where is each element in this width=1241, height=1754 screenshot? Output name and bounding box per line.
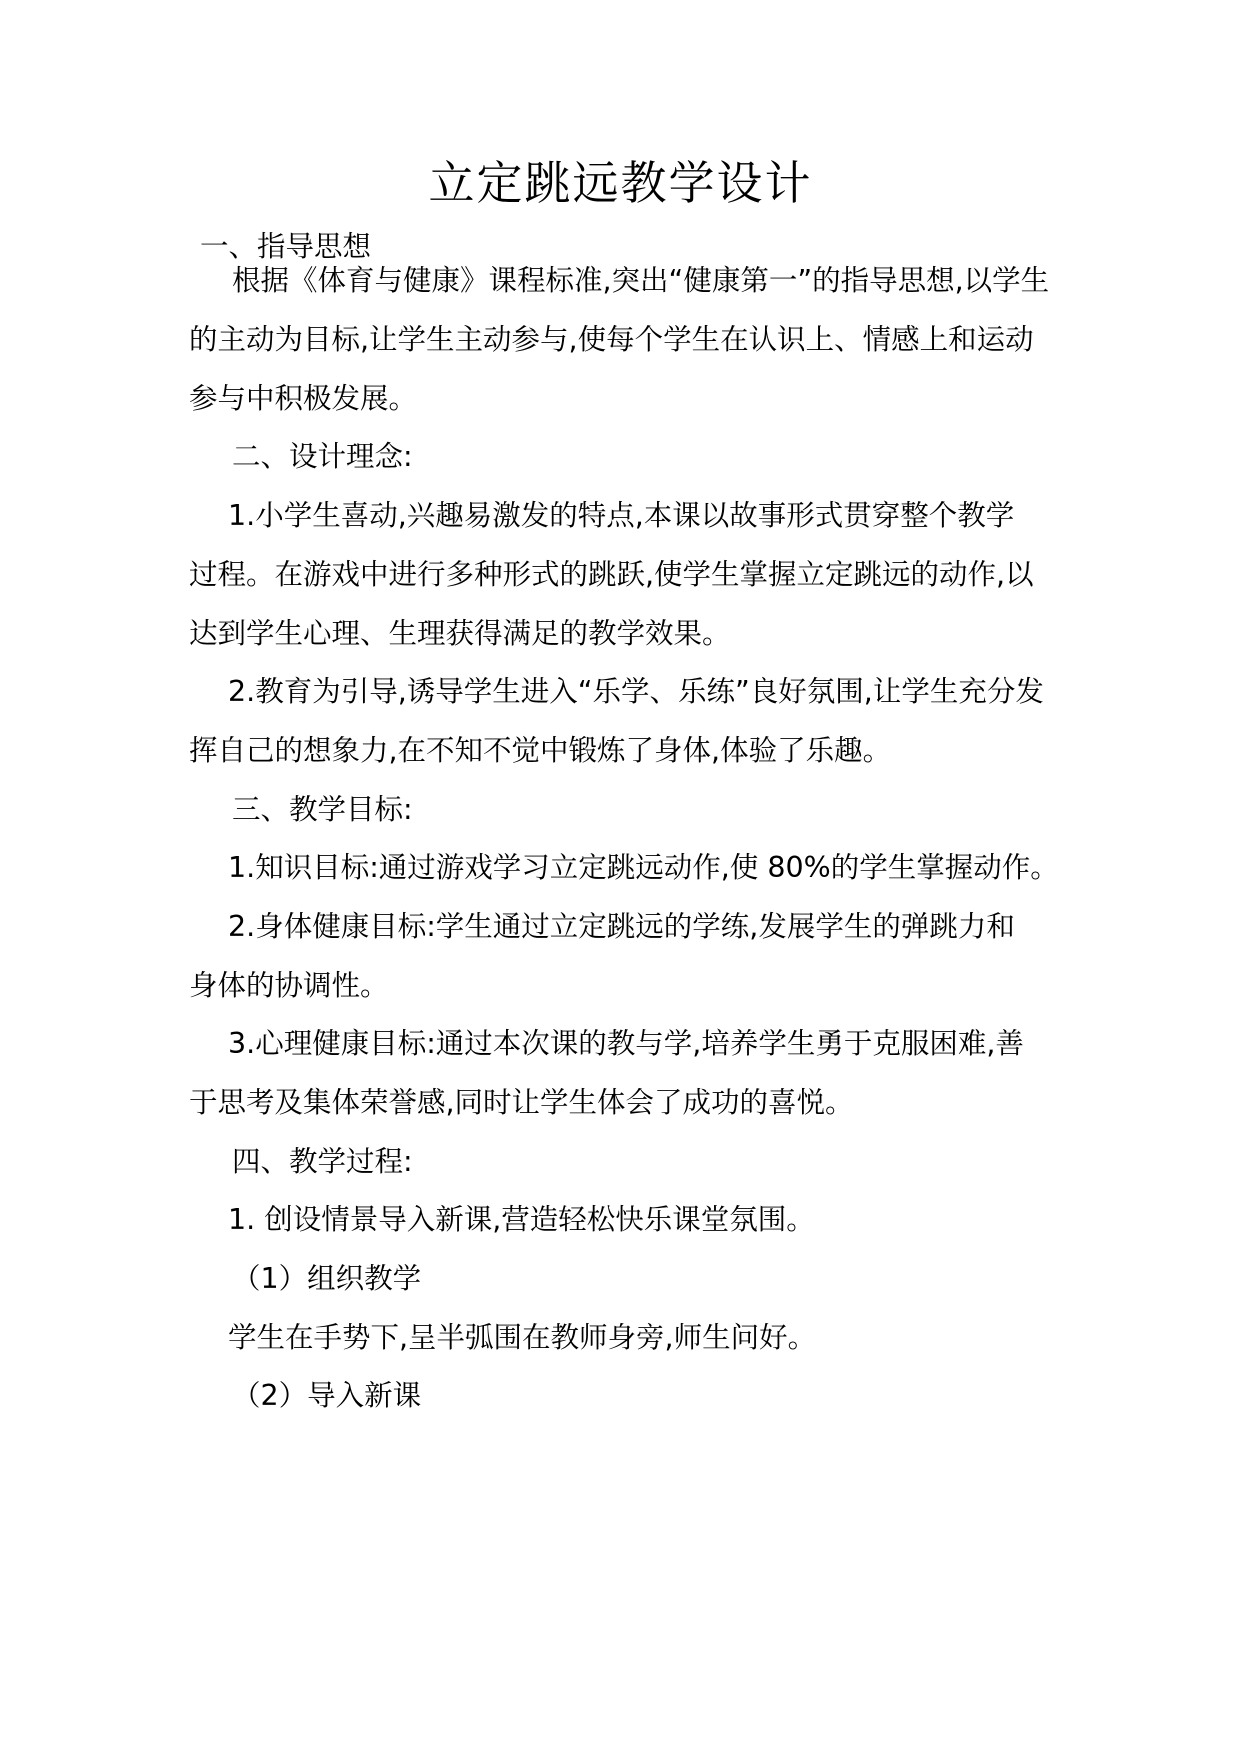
paragraph-line: 学生在手势下,呈半弧围在教师身旁,师生问好。 — [228, 1321, 817, 1354]
paragraph-line: 3.心理健康目标:通过本次课的教与学,培养学生勇于克服困难,善 — [228, 1027, 1024, 1060]
paragraph-line: 1. 创设情景导入新课,营造轻松快乐课堂氛围。 — [228, 1203, 815, 1236]
subheading-organize-teaching: （1）组织教学 — [232, 1262, 422, 1295]
section-heading-design-concept: 二、设计理念: — [232, 440, 413, 473]
paragraph-line: 的主动为目标,让学生主动参与,使每个学生在认识上、情感上和运动 — [189, 323, 1034, 356]
section-heading-teaching-goals: 三、教学目标: — [232, 793, 413, 826]
paragraph-line: 于思考及集体荣誉感,同时让学生体会了成功的喜悦。 — [189, 1086, 854, 1119]
subheading-introduce-new-lesson: （2）导入新课 — [232, 1379, 422, 1412]
paragraph-line: 2.教育为引导,诱导学生进入“乐学、乐练”良好氛围,让学生充分发 — [228, 675, 1044, 708]
section-heading-guiding-thought: 一、指导思想 — [200, 230, 372, 263]
paragraph-line: 参与中积极发展。 — [189, 382, 418, 415]
paragraph-line: 根据《体育与健康》课程标准,突出“健康第一”的指导思想,以学生 — [232, 264, 1050, 297]
paragraph-line: 过程。在游戏中进行多种形式的跳跃,使学生掌握立定跳远的动作,以 — [189, 558, 1034, 591]
section-heading-teaching-process: 四、教学过程: — [232, 1145, 413, 1178]
paragraph-line: 挥自己的想象力,在不知不觉中锻炼了身体,体验了乐趣。 — [189, 734, 892, 767]
paragraph-line: 达到学生心理、生理获得满足的教学效果。 — [189, 617, 731, 650]
paragraph-line: 1.知识目标:通过游戏学习立定跳远动作,使 80%的学生掌握动作。 — [228, 851, 1059, 884]
paragraph-line: 身体的协调性。 — [189, 969, 389, 1002]
paragraph-line: 1.小学生喜动,兴趣易激发的特点,本课以故事形式贯穿整个教学 — [228, 499, 1015, 532]
paragraph-line: 2.身体健康目标:学生通过立定跳远的学练,发展学生的弹跳力和 — [228, 910, 1015, 943]
document-title: 立定跳远教学设计 — [428, 156, 813, 210]
